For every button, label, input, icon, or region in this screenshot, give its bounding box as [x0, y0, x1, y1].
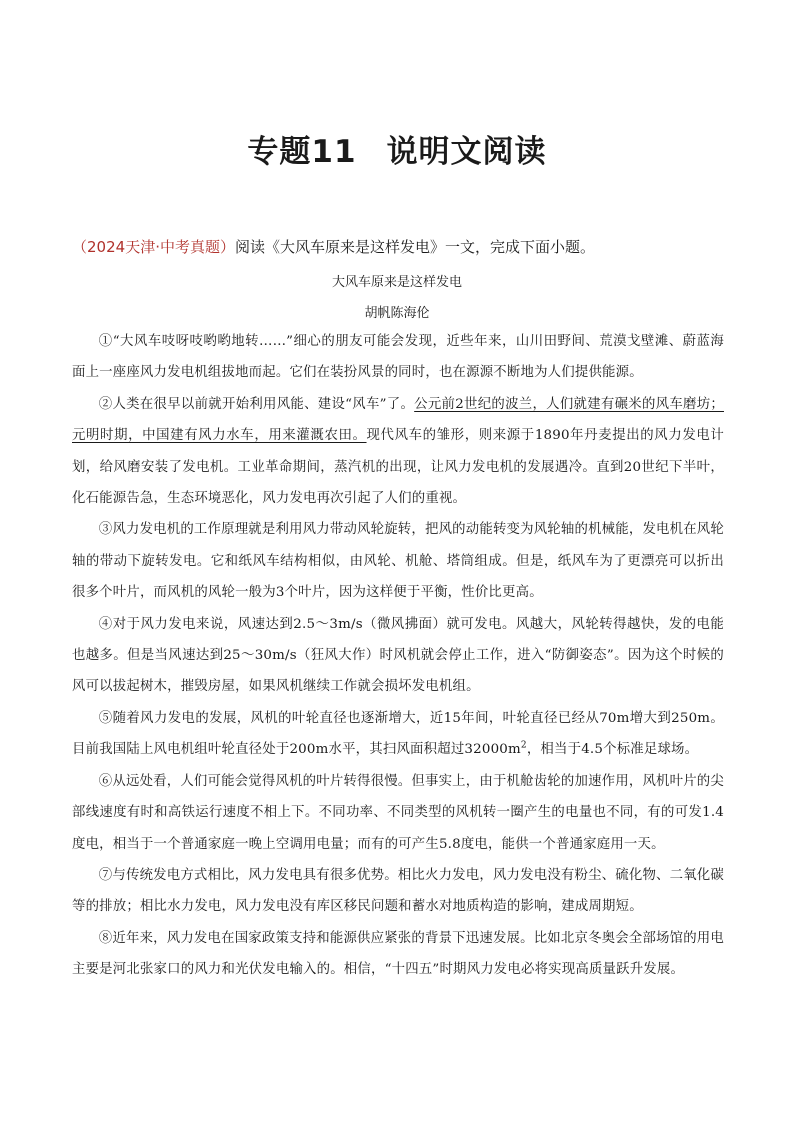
paragraph-8: ⑧近年来，风力发电在国家政策支持和能源供应紧张的背景下迅速发展。比如北京冬奥会全部场馆的用电主要是河北张家口的风力和光伏发电输入的。相信，“十四五”时期风力发电必将实现高质量跃升发展。: [72, 930, 724, 978]
paragraph-5: [72, 703, 724, 766]
paragraph-2-lead: ②人类在很早以前就开始利用风能、建设“风车”了。: [98, 396, 415, 412]
underlined-sentence: 公元前2世纪的波兰，人们就建有碾米的风车磨坊；元明时期，中国建有风力水车，用来灌溉农田。: [72, 396, 724, 444]
exam-source-label: 2024天津·中考真题: [87, 238, 220, 256]
article-author: 胡帆陈海伦: [364, 306, 430, 321]
article-body: [72, 326, 724, 986]
source-close-paren: ）: [219, 238, 235, 256]
paragraph-1: ①“大风车吱呀吱哟哟地转……”细心的朋友可能会发现，近些年来，山川田野间、荒漠戈壁滩、蔚蓝海面上一座座风力发电机组拔地而起。它们在装扮风景的同时，也在源源不断地为人们提供能源。: [72, 334, 724, 381]
superscript-2: 2: [520, 740, 527, 751]
paragraph-6: ⑥从远处看，人们可能会觉得风机的叶片转得很慢。但事实上，由于机舱齿轮的加速作用，风机叶片的尖部线速度有时和高铁运行速度不相上下。不同功率、不同类型的风机转一圈产生的电量也不同，有的可发1.4度电，相当于一个普通家庭一晚上空调用电量；而有的可产生5.8度电，能供一个普通家庭用一天。: [72, 773, 724, 852]
article-title: 大风车原来是这样发电: [331, 275, 462, 290]
paragraph-2-rest: 现代风车的雏形，则来源于1890年丹麦提出的风力发电计划，给风磨安装了发电机。工业革命期间，蒸汽机的出现，让风力发电机的发展遇冷。直到20世纪下半叶，化石能源告急，生态环境恶化，风力发电再次引起了人们的重视。: [72, 428, 724, 507]
source-open-paren: （: [72, 238, 88, 256]
paragraph-3: ③风力发电机的工作原理就是利用风力带动风轮旋转，把风的动能转变为风轮轴的机械能，发电机在风轮轴的带动下旋转发电。它和纸风车结构相似，由风轮、机舱、塔筒组成。但是，纸风车为了更漂亮可以折出很多个叶片，而风机的风轮一般为3个叶片，因为这样便于平衡，性价比更高。: [72, 522, 724, 601]
paragraph-2: [72, 389, 724, 515]
title-topic-name: 说明文阅读: [386, 134, 547, 170]
paragraph-5-lead: ⑤随着风力发电的发展，风机的叶轮直径也逐渐增大，近15年间，叶轮直径已经从70m增大到250m。目前我国陆上风电机组叶轮直径处于200m水平，其扫风面积超过32000m: [72, 710, 724, 758]
question-intro: [72, 237, 732, 257]
title-topic-number: 专题11: [247, 134, 357, 170]
page-title: [0, 126, 794, 171]
paragraph-4: ④对于风力发电来说，风速达到2.5～3m/s（微风拂面）就可发电。风越大，风轮转得越快，发的电能也越多。但是当风速达到25～30m/s（狂风大作）时风机就会停止工作，进入“防御姿态”。因为这个时候的风可以拔起树木，摧毁房屋，如果风机继续工作就会损坏发电机组。: [72, 616, 724, 695]
intro-instruction: 阅读《大风车原来是这样发电》一文，完成下面小题。: [234, 238, 595, 256]
paragraph-7: ⑦与传统发电方式相比，风力发电具有很多优势。相比火力发电，风力发电没有粉尘、硫化物、二氧化碳等的排放；相比水力发电，风力发电没有库区移民问题和蓄水对地质构造的影响，建成周期短。: [72, 867, 724, 915]
paragraph-5-rest: ，相当于4.5个标准足球场。: [526, 742, 699, 758]
